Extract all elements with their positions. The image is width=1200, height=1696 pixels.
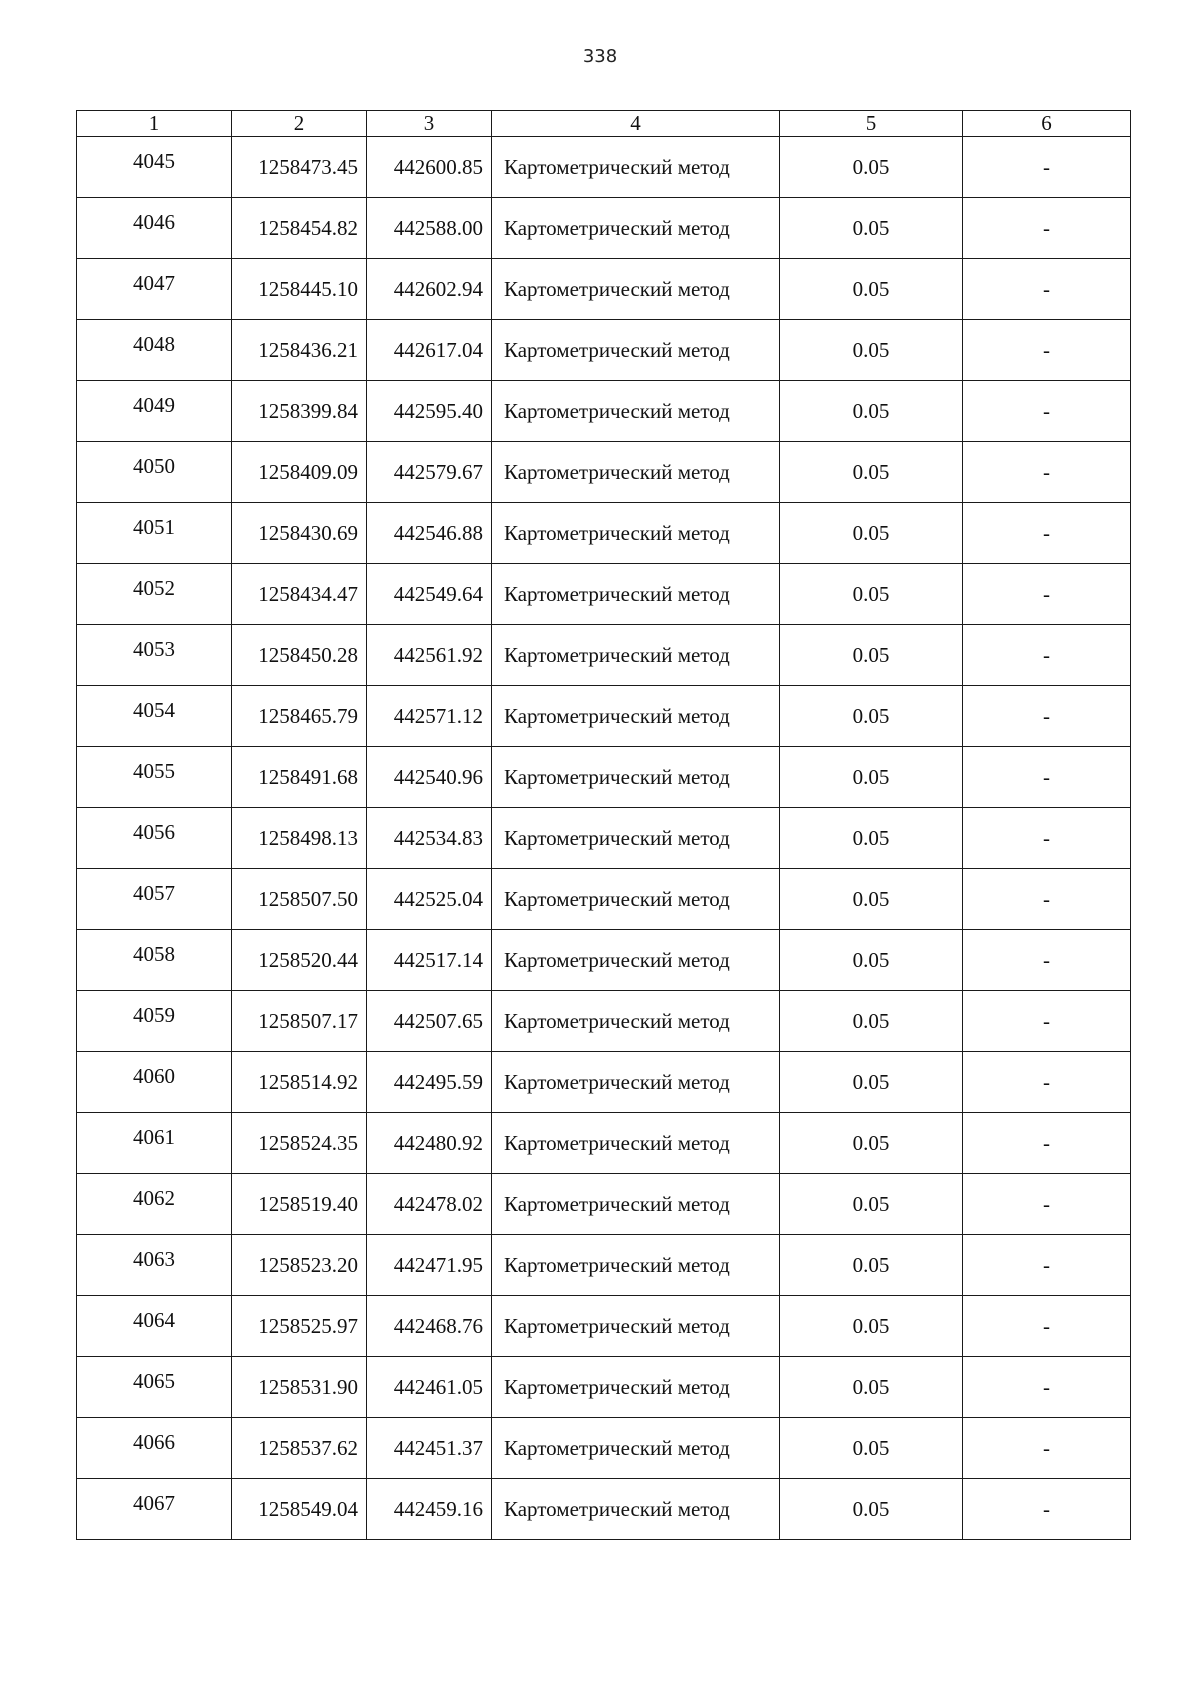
cell-note: -: [963, 747, 1131, 808]
cell-x-coordinate: 1258430.69: [232, 503, 367, 564]
cell-x-coordinate: 1258450.28: [232, 625, 367, 686]
cell-accuracy: 0.05: [780, 564, 963, 625]
cell-accuracy: 0.05: [780, 686, 963, 747]
cell-point-number: 4055: [77, 747, 232, 808]
cell-method: Картометрический метод: [492, 869, 780, 930]
table-row: [77, 137, 1131, 198]
cell-note: -: [963, 930, 1131, 991]
table-row: [77, 1235, 1131, 1296]
cell-method: Картометрический метод: [492, 1113, 780, 1174]
cell-method: Картометрический метод: [492, 198, 780, 259]
table-row: [77, 259, 1131, 320]
cell-note: -: [963, 442, 1131, 503]
cell-point-number: 4057: [77, 869, 232, 930]
table-row: [77, 1174, 1131, 1235]
cell-y-coordinate: 442546.88: [367, 503, 492, 564]
cell-point-number: 4066: [77, 1418, 232, 1479]
column-header-1: 1: [77, 111, 232, 137]
cell-y-coordinate: 442602.94: [367, 259, 492, 320]
table-row: [77, 747, 1131, 808]
cell-accuracy: 0.05: [780, 625, 963, 686]
cell-y-coordinate: 442451.37: [367, 1418, 492, 1479]
cell-method: Картометрический метод: [492, 686, 780, 747]
cell-x-coordinate: 1258399.84: [232, 381, 367, 442]
cell-accuracy: 0.05: [780, 1235, 963, 1296]
cell-note: -: [963, 1235, 1131, 1296]
cell-y-coordinate: 442507.65: [367, 991, 492, 1052]
cell-y-coordinate: 442517.14: [367, 930, 492, 991]
cell-method: Картометрический метод: [492, 808, 780, 869]
table-row: [77, 1052, 1131, 1113]
cell-method: Картометрический метод: [492, 1418, 780, 1479]
cell-method: Картометрический метод: [492, 320, 780, 381]
coordinates-table: [76, 110, 1131, 1540]
cell-x-coordinate: 1258537.62: [232, 1418, 367, 1479]
cell-x-coordinate: 1258507.17: [232, 991, 367, 1052]
cell-x-coordinate: 1258473.45: [232, 137, 367, 198]
cell-accuracy: 0.05: [780, 747, 963, 808]
cell-note: -: [963, 1479, 1131, 1540]
cell-point-number: 4067: [77, 1479, 232, 1540]
cell-x-coordinate: 1258491.68: [232, 747, 367, 808]
table-row: [77, 991, 1131, 1052]
cell-accuracy: 0.05: [780, 503, 963, 564]
cell-x-coordinate: 1258525.97: [232, 1296, 367, 1357]
cell-point-number: 4062: [77, 1174, 232, 1235]
cell-method: Картометрический метод: [492, 442, 780, 503]
cell-accuracy: 0.05: [780, 198, 963, 259]
page-number: 338: [582, 46, 618, 67]
cell-point-number: 4052: [77, 564, 232, 625]
cell-x-coordinate: 1258520.44: [232, 930, 367, 991]
cell-point-number: 4053: [77, 625, 232, 686]
cell-x-coordinate: 1258454.82: [232, 198, 367, 259]
cell-point-number: 4061: [77, 1113, 232, 1174]
cell-accuracy: 0.05: [780, 1357, 963, 1418]
cell-accuracy: 0.05: [780, 1174, 963, 1235]
cell-method: Картометрический метод: [492, 503, 780, 564]
cell-y-coordinate: 442480.92: [367, 1113, 492, 1174]
cell-point-number: 4048: [77, 320, 232, 381]
cell-point-number: 4047: [77, 259, 232, 320]
cell-accuracy: 0.05: [780, 259, 963, 320]
cell-x-coordinate: 1258514.92: [232, 1052, 367, 1113]
cell-point-number: 4065: [77, 1357, 232, 1418]
cell-point-number: 4059: [77, 991, 232, 1052]
cell-y-coordinate: 442459.16: [367, 1479, 492, 1540]
table-row: [77, 1479, 1131, 1540]
cell-method: Картометрический метод: [492, 259, 780, 320]
cell-y-coordinate: 442595.40: [367, 381, 492, 442]
cell-accuracy: 0.05: [780, 930, 963, 991]
cell-x-coordinate: 1258436.21: [232, 320, 367, 381]
cell-note: -: [963, 625, 1131, 686]
table-row: [77, 1357, 1131, 1418]
cell-point-number: 4060: [77, 1052, 232, 1113]
cell-note: -: [963, 869, 1131, 930]
table-row: [77, 869, 1131, 930]
cell-note: -: [963, 1296, 1131, 1357]
cell-y-coordinate: 442495.59: [367, 1052, 492, 1113]
cell-x-coordinate: 1258519.40: [232, 1174, 367, 1235]
cell-point-number: 4056: [77, 808, 232, 869]
cell-y-coordinate: 442561.92: [367, 625, 492, 686]
cell-method: Картометрический метод: [492, 625, 780, 686]
cell-x-coordinate: 1258549.04: [232, 1479, 367, 1540]
table-row: [77, 686, 1131, 747]
cell-note: -: [963, 1052, 1131, 1113]
cell-y-coordinate: 442540.96: [367, 747, 492, 808]
table-row: [77, 503, 1131, 564]
cell-x-coordinate: 1258531.90: [232, 1357, 367, 1418]
column-header-4: 4: [492, 111, 780, 137]
cell-x-coordinate: 1258524.35: [232, 1113, 367, 1174]
column-header-3: 3: [367, 111, 492, 137]
table-row: [77, 930, 1131, 991]
cell-point-number: 4050: [77, 442, 232, 503]
cell-note: -: [963, 686, 1131, 747]
cell-y-coordinate: 442534.83: [367, 808, 492, 869]
cell-note: -: [963, 259, 1131, 320]
table-row: [77, 808, 1131, 869]
cell-point-number: 4054: [77, 686, 232, 747]
cell-x-coordinate: 1258409.09: [232, 442, 367, 503]
cell-x-coordinate: 1258434.47: [232, 564, 367, 625]
table-body: [77, 137, 1131, 1540]
cell-note: -: [963, 320, 1131, 381]
cell-y-coordinate: 442461.05: [367, 1357, 492, 1418]
table-row: [77, 564, 1131, 625]
column-header-5: 5: [780, 111, 963, 137]
cell-y-coordinate: 442471.95: [367, 1235, 492, 1296]
header-row: [77, 111, 1131, 137]
cell-method: Картометрический метод: [492, 747, 780, 808]
column-header-2: 2: [232, 111, 367, 137]
cell-accuracy: 0.05: [780, 381, 963, 442]
cell-y-coordinate: 442549.64: [367, 564, 492, 625]
table-row: [77, 381, 1131, 442]
cell-note: -: [963, 137, 1131, 198]
cell-point-number: 4049: [77, 381, 232, 442]
cell-note: -: [963, 1113, 1131, 1174]
cell-method: Картометрический метод: [492, 137, 780, 198]
table-row: [77, 1418, 1131, 1479]
cell-method: Картометрический метод: [492, 564, 780, 625]
cell-method: Картометрический метод: [492, 1235, 780, 1296]
cell-accuracy: 0.05: [780, 1418, 963, 1479]
cell-accuracy: 0.05: [780, 1296, 963, 1357]
cell-note: -: [963, 1418, 1131, 1479]
cell-method: Картометрический метод: [492, 1174, 780, 1235]
cell-y-coordinate: 442579.67: [367, 442, 492, 503]
cell-x-coordinate: 1258498.13: [232, 808, 367, 869]
cell-method: Картометрический метод: [492, 991, 780, 1052]
cell-accuracy: 0.05: [780, 991, 963, 1052]
cell-x-coordinate: 1258507.50: [232, 869, 367, 930]
cell-method: Картометрический метод: [492, 930, 780, 991]
cell-accuracy: 0.05: [780, 320, 963, 381]
cell-y-coordinate: 442525.04: [367, 869, 492, 930]
table-row: [77, 1296, 1131, 1357]
cell-accuracy: 0.05: [780, 442, 963, 503]
cell-x-coordinate: 1258465.79: [232, 686, 367, 747]
cell-method: Картометрический метод: [492, 381, 780, 442]
cell-x-coordinate: 1258445.10: [232, 259, 367, 320]
cell-accuracy: 0.05: [780, 1479, 963, 1540]
cell-y-coordinate: 442478.02: [367, 1174, 492, 1235]
cell-accuracy: 0.05: [780, 1052, 963, 1113]
table-row: [77, 625, 1131, 686]
cell-note: -: [963, 381, 1131, 442]
cell-point-number: 4045: [77, 137, 232, 198]
column-header-6: 6: [963, 111, 1131, 137]
cell-y-coordinate: 442571.12: [367, 686, 492, 747]
cell-point-number: 4063: [77, 1235, 232, 1296]
cell-accuracy: 0.05: [780, 808, 963, 869]
cell-point-number: 4051: [77, 503, 232, 564]
table-row: [77, 442, 1131, 503]
cell-note: -: [963, 991, 1131, 1052]
table-row: [77, 198, 1131, 259]
cell-y-coordinate: 442588.00: [367, 198, 492, 259]
cell-y-coordinate: 442468.76: [367, 1296, 492, 1357]
cell-note: -: [963, 1174, 1131, 1235]
cell-method: Картометрический метод: [492, 1479, 780, 1540]
table-row: [77, 1113, 1131, 1174]
cell-method: Картометрический метод: [492, 1052, 780, 1113]
cell-note: -: [963, 564, 1131, 625]
cell-method: Картометрический метод: [492, 1296, 780, 1357]
cell-accuracy: 0.05: [780, 1113, 963, 1174]
cell-method: Картометрический метод: [492, 1357, 780, 1418]
cell-note: -: [963, 198, 1131, 259]
cell-note: -: [963, 503, 1131, 564]
cell-y-coordinate: 442617.04: [367, 320, 492, 381]
table-row: [77, 320, 1131, 381]
cell-note: -: [963, 1357, 1131, 1418]
cell-point-number: 4064: [77, 1296, 232, 1357]
cell-accuracy: 0.05: [780, 869, 963, 930]
cell-y-coordinate: 442600.85: [367, 137, 492, 198]
cell-note: -: [963, 808, 1131, 869]
cell-accuracy: 0.05: [780, 137, 963, 198]
cell-point-number: 4058: [77, 930, 232, 991]
cell-x-coordinate: 1258523.20: [232, 1235, 367, 1296]
cell-point-number: 4046: [77, 198, 232, 259]
table-header: [77, 111, 1131, 137]
